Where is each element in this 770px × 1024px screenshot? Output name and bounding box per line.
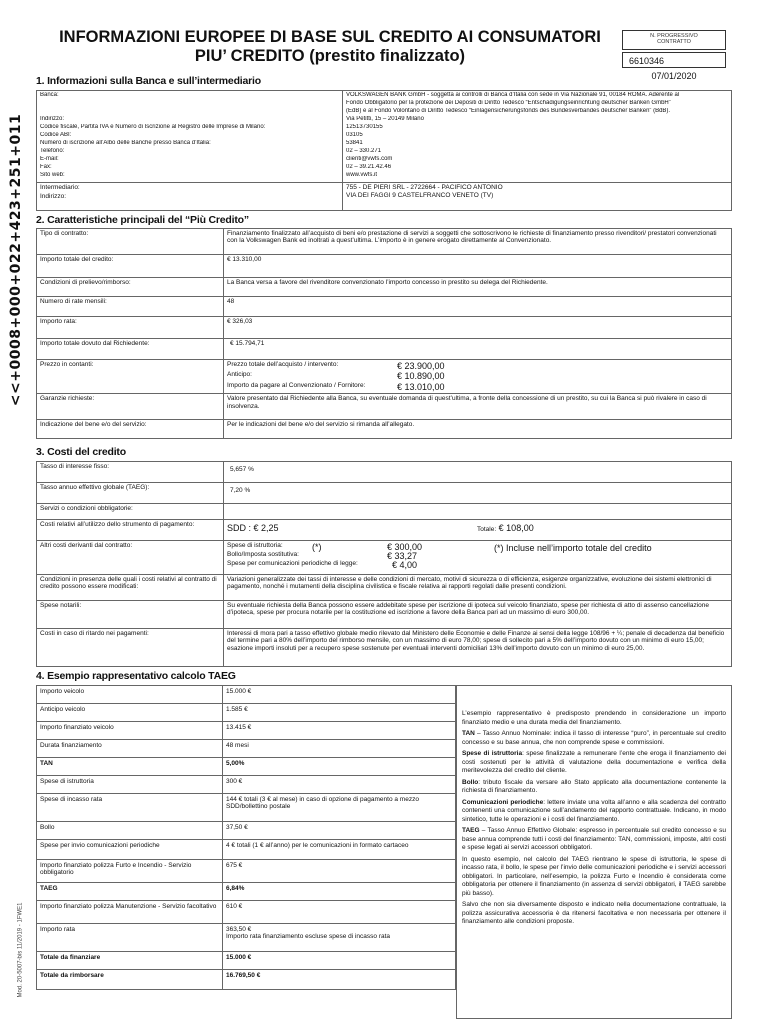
bank-label: Fax:	[40, 164, 52, 170]
bank-label: Indirizzo:	[40, 116, 65, 122]
bank-label: Sito web:	[40, 172, 65, 178]
example-row	[37, 822, 456, 840]
row-value: Finanziamento finalizzato all’acquisto di beni e/o prestazione di servizi a soggetti che sottoscrivono le richieste di finanziamento presso rivenditori/ prestatori convenzionati con la Volkswagen Bank ed inoltrati a quest’ultima. L’importo è in genere erogato direttamente al Convenzionato.	[224, 229, 732, 255]
taeg-example-table	[36, 685, 456, 990]
note-term: Spese di istruttoria	[462, 750, 523, 757]
other-cost-value: € 4,00	[392, 560, 418, 570]
example-row	[37, 794, 456, 822]
row-value: Su eventuale richiesta della Banca possono essere addebitate spese per iscrizione di ipoteca sul veicolo finanziato, spese per richiesta di atto di assenso cancellazione d’ipoteca, spese per procura notarile per la costituzione ed iscrizione a favore della Banca pari ad un massimo di euro 300,00.	[224, 601, 732, 629]
example-row	[37, 970, 456, 990]
example-row	[37, 686, 456, 704]
note-text: In questo esempio, nel calcolo del TAEG rientrano le spese di istruttoria, le spese di incasso rata, il bollo, le spese per l’invio delle comunicazioni periodiche e i servizi accessori obbligatori. In particolare, nell’esempio, la polizza Furto e Incendio è considerata come obbligatoria per ottenere il finanziamento (in assenza di servizi obbligatori, il TAEG sarebbe più basso).	[462, 855, 726, 897]
example-row	[37, 704, 456, 722]
example-value: 610 €	[223, 901, 456, 924]
document-date: 07/01/2020	[651, 71, 697, 81]
included-note: (*) Incluse nell’importo totale del credito	[494, 543, 652, 553]
bank-value: 12513730155	[346, 124, 383, 130]
row-label: Numero di rate mensili:	[37, 297, 224, 317]
row-label: Costi in caso di ritardo nei pagamenti:	[37, 629, 224, 667]
intermediary-labels: Intermediario: Indirizzo:	[37, 183, 343, 211]
note-paragraph	[462, 856, 726, 899]
price-line	[227, 382, 467, 392]
note-text: : tributo fiscale da versare allo Stato applicato alla documentazione contenente la richiesta di finanziamento.	[462, 778, 726, 794]
bank-info-table	[36, 90, 732, 211]
example-row	[37, 860, 456, 883]
example-label: Totale da rimborsare	[37, 970, 223, 990]
price-lines	[224, 360, 732, 394]
bank-label: Banca:	[40, 92, 59, 98]
example-label: Spese di incasso rata	[37, 794, 223, 822]
bank-value: 53841	[346, 140, 363, 146]
section-3-title: 3. Costi del credito	[36, 446, 126, 458]
bank-label	[40, 100, 339, 108]
other-cost-line	[227, 542, 437, 551]
bank-value: 02 – 330.271	[346, 148, 382, 154]
note-paragraph	[462, 730, 726, 747]
note-text: – Tasso Annuo Effettivo Globale: espresso in percentuale sul credito concesso e su base annua comprende tutti i costi del finanziamento: TAN, commissioni, imposte, altri costi e spese legati ai servizi accessori obbligatori.	[462, 827, 726, 851]
bank-value: (EdB) e al Fondo Volontario di Diritto Tedesco “Einlagensicherungsfonds des Bundesverbandes deutscher Banken” (BdB).	[346, 108, 671, 114]
example-value: 4 € totali (1 € all’anno) per le comunicazioni in formato cartaceo	[223, 840, 456, 860]
example-row	[37, 722, 456, 740]
price-line	[227, 371, 467, 381]
row-label: Costi relativi all’utilizzo dello strumento di pagamento:	[37, 520, 224, 541]
note-paragraph	[462, 710, 726, 727]
payment-costs	[224, 520, 732, 541]
row-value: La Banca versa a favore del rivenditore convenzionato l’importo concesso in prestito su delega del Richiedente.	[224, 278, 732, 297]
row-label: Spese notarili:	[37, 601, 224, 629]
note-text: : lettere inviate una volta all’anno e alla scadenza del contratto contenenti una comunicazione sull’andamento del rapporto contrattuale. Indicano, in modo sintetico, tutte le operazioni e i costi del finanziamento.	[462, 798, 726, 823]
price-line-value: € 23.900,00	[397, 361, 445, 371]
example-value: 48 mesi	[223, 740, 456, 758]
other-cost-line	[227, 560, 437, 569]
side-barcode-text: <<+0008+000+022+423+251+011	[7, 113, 24, 407]
bank-labels	[37, 91, 343, 183]
row-label: Tasso annuo effettivo globale (TAEG):	[37, 483, 224, 504]
price-line	[227, 361, 467, 371]
price-line-label: Anticipo:	[227, 371, 252, 379]
other-cost-line	[227, 551, 437, 560]
row-value: 5,657 %	[224, 462, 732, 483]
bank-value: 03105	[346, 132, 363, 138]
bank-label: Codice fiscale, Partita IVA e Numero di Iscrizione al Registro delle Imprese di Milano:	[40, 124, 266, 130]
note-paragraph	[462, 750, 726, 776]
credit-costs-table	[36, 461, 732, 667]
intermediary-values: 755 - DE PIERI SRL - 2722664 - PACIFICO ANTONIO VIA DEI FAGGI 9 CASTELFRANCO VENETO (TV)	[343, 183, 732, 211]
row-value: Interessi di mora pari a tasso effettivo globale medio rilevato dal Ministero delle Economie e delle Finanze ai sensi della legge 108/96 + ¼; penale di decadenza dal beneficio del termine pari a 80% dell’importo del rimborso mensile, con un massimo di euro 78,00; spese di sollecito pari a 5% dell’importo dovuto con un minimo di euro 15,00; esazione importi insoluti per a recupero spese sostenute per eventuali interventi domiciliari 13% dell’importo dovuto con un minimo di euro 25,00.	[224, 629, 732, 667]
row-value: € 326,03	[224, 317, 732, 339]
note-paragraph	[462, 827, 726, 853]
example-label: Totale da finanziare	[37, 952, 223, 970]
example-value: 300 €	[223, 776, 456, 794]
example-label: Spese per invio comunicazioni periodiche	[37, 840, 223, 860]
row-label: Importo totale del credito:	[37, 255, 224, 278]
note-text: : spese finalizzate a remunerare l’ente che eroga il finanziamento dei costi sostenuti per le attività di valutazione della documentazione e verifica della meritevolezza del credito del cliente.	[462, 750, 726, 774]
row-label: Condizioni in presenza delle quali i costi relativi al contratto di credito possono essere modificati:	[37, 575, 224, 601]
other-cost-label: Spese per comunicazioni periodiche di legge:	[227, 560, 358, 567]
example-value: 15.000 €	[223, 686, 456, 704]
total-value: € 108,00	[498, 523, 534, 533]
row-label: Indicazione del bene e/o del servizio:	[37, 420, 224, 439]
row-value: € 15.794,71	[224, 339, 732, 360]
price-line-value: € 13.010,00	[397, 381, 445, 392]
note-paragraph	[462, 901, 726, 927]
row-label: Importo totale dovuto dal Richiedente:	[37, 339, 224, 360]
note-paragraph	[462, 779, 726, 796]
bank-value: Fondo Obbligatorio per la protezione dei Depositi di Diritto Tedesco “Entschädigungseinrichtung deutscher Banken GmbH”	[346, 100, 671, 106]
bank-label: Codice ABI:	[40, 132, 72, 138]
example-row	[37, 758, 456, 776]
example-value: 16.769,50 €	[223, 970, 456, 990]
example-value: 675 €	[223, 860, 456, 883]
price-line-label: Prezzo totale dell’acquisto / intervento:	[227, 361, 339, 368]
row-value: Valore presentato dal Richiedente alla Banca, su eventuale domanda di quest’ultima, a fronte della concessione di un prestito, su cui la Banca si può rivalere in caso di insolvenza.	[224, 394, 732, 420]
example-row	[37, 840, 456, 860]
other-cost-label: Bollo/Imposta sostitutiva:	[227, 551, 299, 558]
example-label: Importo finanziato polizza Manutenzione - Servizio facoltativo	[37, 901, 223, 924]
other-cost-mark: (*)	[312, 542, 322, 552]
row-label: Altri costi derivanti dal contratto:	[37, 541, 224, 575]
form-code-text: Mod. 20-5007-bis 11/2019 - 1FWE1	[17, 902, 24, 998]
bank-value: VOLKSWAGEN BANK GmbH - soggetta ai controlli di Banca d’Italia con sede in Via Nazionale 91, 00184 ROMA. Aderente al	[346, 92, 680, 98]
bank-value: Via Petitti, 15 – 20149 Milano	[346, 116, 424, 122]
example-value: 5,00%	[223, 758, 456, 776]
example-label: TAEG	[37, 883, 223, 901]
example-row	[37, 740, 456, 758]
example-value: 1.585 €	[223, 704, 456, 722]
bank-value: 02 – 39.21.42.46	[346, 164, 392, 170]
taeg-example-notes	[456, 685, 732, 1019]
example-label: TAN	[37, 758, 223, 776]
example-value: 13.415 €	[223, 722, 456, 740]
row-value: 7,20 %	[224, 483, 732, 504]
other-cost-value: € 300,00	[387, 542, 423, 552]
example-label: Importo rata	[37, 924, 223, 952]
bank-values	[343, 91, 732, 183]
bank-value: www.vwfs.it	[346, 172, 378, 178]
bank-label	[40, 108, 339, 116]
row-label: Garanzie richieste:	[37, 394, 224, 420]
row-label: Tasso di interesse fisso:	[37, 462, 224, 483]
note-term: TAN	[462, 730, 475, 737]
row-label: Condizioni di prelievo/rimborso:	[37, 278, 224, 297]
example-value: 363,50 € Importo rata finanziamento escluse spese di incasso rata	[223, 924, 456, 952]
note-paragraph	[462, 799, 726, 825]
row-label: Tipo di contratto:	[37, 229, 224, 255]
total-label: Totale:	[477, 526, 497, 533]
bank-label: E-mail:	[40, 156, 59, 162]
example-value: 15.000 €	[223, 952, 456, 970]
example-label: Anticipo veicolo	[37, 704, 223, 722]
note-text: Salvo che non sia diversamente disposto e indicato nella documentazione contrattuale, la polizza assicurativa accessoria è da ritenersi facoltativa e non necessaria per ottenere il finanziamento alle condizioni proposte.	[462, 901, 726, 925]
other-cost-value: € 33,27	[387, 551, 418, 561]
example-value: 144 € totali (3 € al mese) in caso di opzione di pagamento a mezzo SDD/bollettino postale	[223, 794, 456, 822]
credit-features-table	[36, 228, 732, 439]
example-row	[37, 776, 456, 794]
other-costs	[224, 541, 732, 575]
row-label: Prezzo in contanti:	[37, 360, 224, 394]
document-title: INFORMAZIONI EUROPEE DI BASE SUL CREDITO AI CONSUMATORI PIU’ CREDITO (prestito finalizzato)	[59, 28, 601, 65]
example-value: 6,84%	[223, 883, 456, 901]
other-cost-label: Spese di istruttoria:	[227, 542, 283, 549]
example-row	[37, 924, 456, 952]
example-value: 37,50 €	[223, 822, 456, 840]
example-label: Importo finanziato veicolo	[37, 722, 223, 740]
price-line-label: Importo da pagare al Convenzionato / Fornitore:	[227, 381, 366, 389]
section-4-title: 4. Esempio rappresentativo calcolo TAEG	[36, 670, 236, 682]
contract-number-value: 6610346	[622, 52, 726, 68]
example-label: Bollo	[37, 822, 223, 840]
example-row	[37, 883, 456, 901]
contract-number-label-box: N. PROGRESSIVO CONTRATTO	[622, 30, 726, 50]
row-value	[224, 504, 732, 520]
section-1-title: 1. Informazioni sulla Banca e sull’intermediario	[36, 75, 261, 87]
note-term: Comunicazioni periodiche	[462, 798, 544, 806]
row-value: Variazioni generalizzate dei tassi di interesse e delle condizioni di mercato, motivi di sicurezza o di efficienza, esigenze organizzative, evoluzione dei sistemi elettronici di pagamento, nonché i mutamenti della disciplina civilistica e fiscale relativa ai rapporti regolati dalle presenti condizioni.	[224, 575, 732, 601]
bank-value: clienti@vwfs.com	[346, 156, 393, 162]
example-label: Importo finanziato polizza Furto e Incendio - Servizio obbligatorio	[37, 860, 223, 883]
example-label: Durata finanziamento	[37, 740, 223, 758]
example-label: Spese di istruttoria	[37, 776, 223, 794]
price-line-value: € 10.890,00	[397, 371, 445, 382]
row-value: 48	[224, 297, 732, 317]
example-label: Importo veicolo	[37, 686, 223, 704]
note-term: TAEG	[462, 827, 480, 834]
example-row	[37, 901, 456, 924]
row-value: Per le indicazioni del bene e/o del servizio si rimanda all’allegato.	[224, 420, 732, 439]
note-term: Bollo	[462, 778, 479, 786]
row-label: Servizi o condizioni obbligatorie:	[37, 504, 224, 520]
bank-label: Telefono:	[40, 148, 65, 154]
bank-label: Numero di iscrizione all’Albo delle Banche presso Banca d’Italia:	[40, 140, 211, 146]
note-text: – Tasso Annuo Nominale: indica il tasso di interesse “puro”, in percentuale sul credito concesso e su base annua, che non comprende spese e commissioni.	[462, 730, 726, 746]
example-row	[37, 952, 456, 970]
section-2-title: 2. Caratteristiche principali del “Più Credito”	[36, 214, 249, 226]
row-label: Importo rata:	[37, 317, 224, 339]
sdd-cost: SDD : € 2,25	[227, 523, 279, 534]
note-text: L’esempio rappresentativo è predisposto prendendo in considerazione un importo finanziato medio e una durata media del finanziamento.	[462, 710, 726, 726]
row-value: € 13.310,00	[224, 255, 732, 278]
